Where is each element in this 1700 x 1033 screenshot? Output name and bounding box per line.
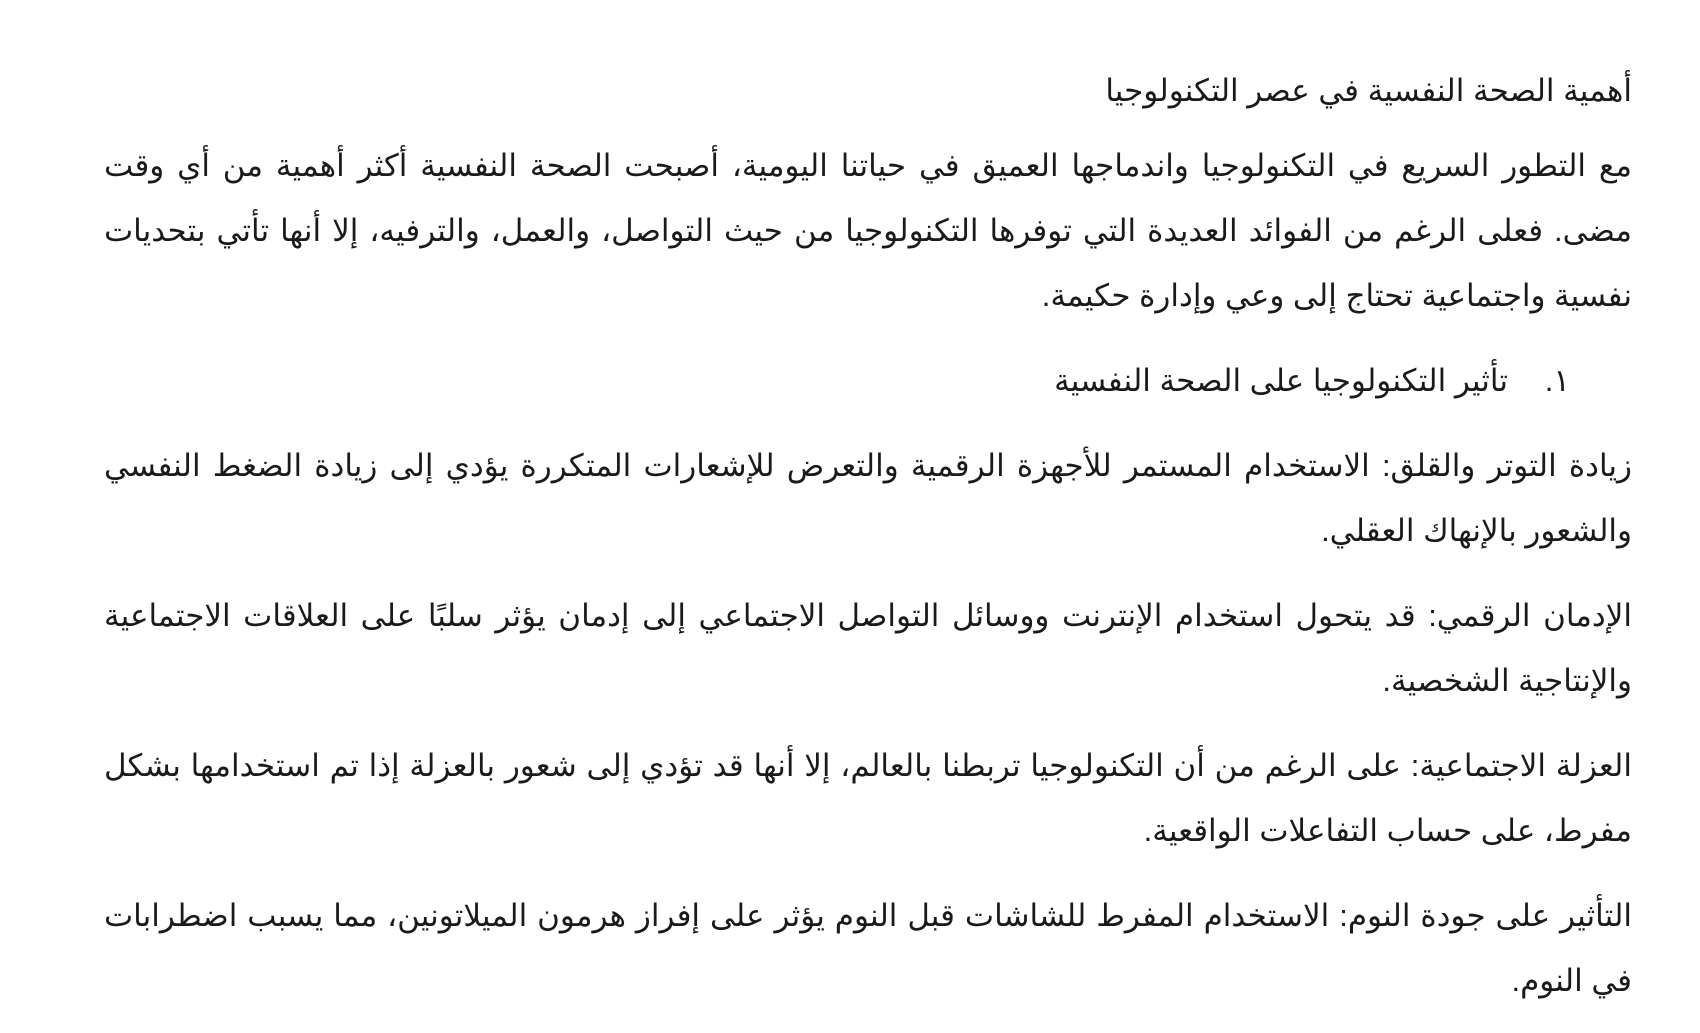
section-number: ١.: [1544, 363, 1570, 398]
point-sleep-quality: التأثير على جودة النوم: الاستخدام المفرط للشاشات قبل النوم يؤثر على إفراز هرمون الميلاتونين، مما يسبب اضطرابات في النوم.: [104, 898, 1632, 998]
intro-paragraph: مع التطور السريع في التكنولوجيا واندماجها العميق في حياتنا اليومية، أصبحت الصحة النفسية أكثر أهمية من أي وقت مضى. فعلى الرغم من الفوائد العديدة التي توفرها التكنولوجيا من حيث التواصل، والعمل، والترفيه، إلا أنها تأتي بتحديات نفسية واجتماعية تحتاج إلى وعي وإدارة حكيمة.: [104, 148, 1632, 313]
section-heading: [104, 348, 1632, 413]
document-title: أهمية الصحة النفسية في عصر التكنولوجيا: [1105, 73, 1632, 108]
point-social-isolation: العزلة الاجتماعية: على الرغم من أن التكنولوجيا تربطنا بالعالم، إلا أنها قد تؤدي إلى شعور بالعزلة إذا تم استخدامها بشكل مفرط، على حساب التفاعلات الواقعية.: [104, 748, 1632, 848]
point-digital-addiction: الإدمان الرقمي: قد يتحول استخدام الإنترنت ووسائل التواصل الاجتماعي إلى إدمان يؤثر سلبًا على العلاقات الاجتماعية والإنتاجية الشخصية.: [104, 598, 1632, 698]
document-body: [104, 58, 1632, 1033]
point-stress-anxiety: زيادة التوتر والقلق: الاستخدام المستمر للأجهزة الرقمية والتعرض للإشعارات المتكررة يؤدي إلى زيادة الضغط النفسي والشعور بالإنهاك العقلي.: [104, 448, 1632, 548]
section-heading-text: تأثير التكنولوجيا على الصحة النفسية: [1054, 363, 1508, 398]
